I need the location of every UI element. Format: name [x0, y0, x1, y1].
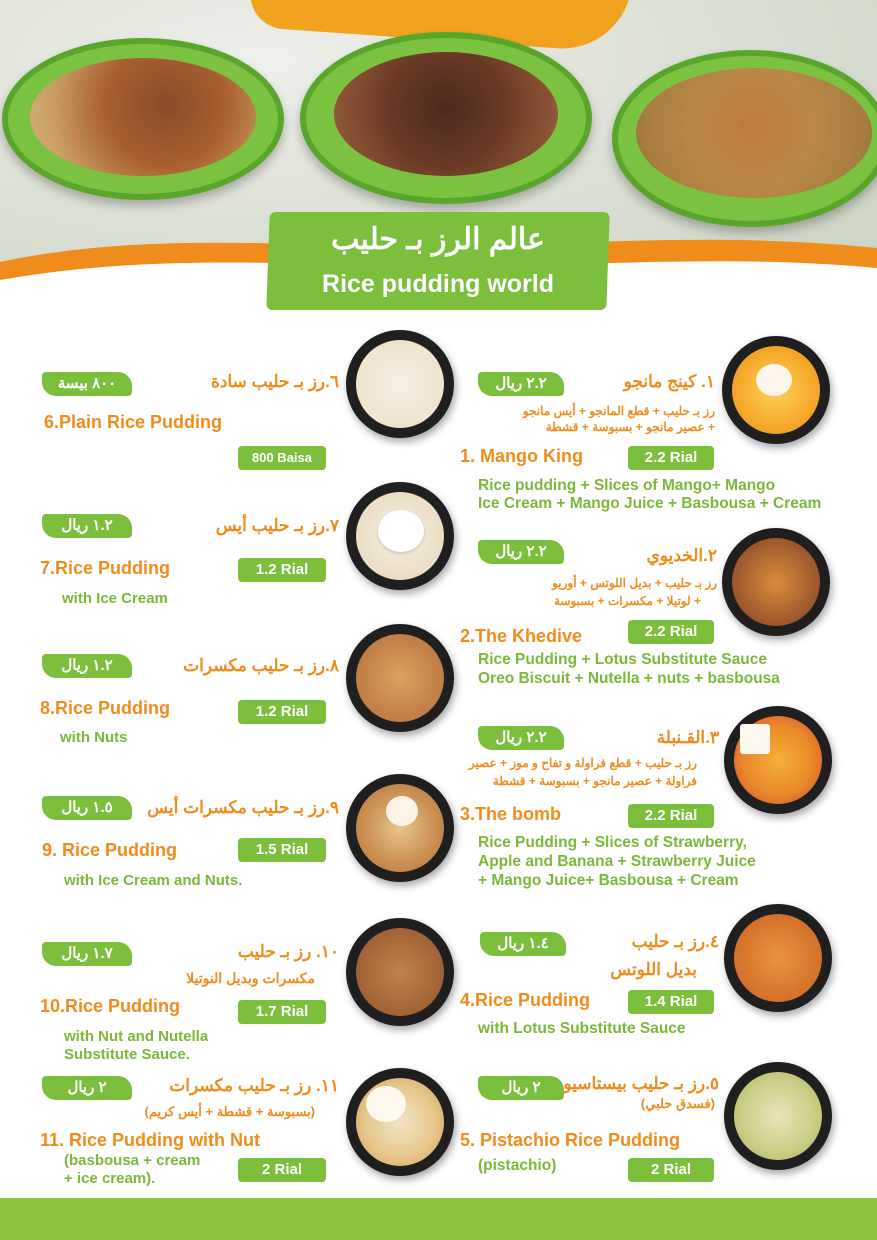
- item1-price-en: 2.2 Rial: [628, 446, 714, 470]
- photo-rice-pudding-ice-cream: [346, 482, 454, 590]
- item2-sub-ar-2: + لوتيلا + مكسرات + بسبوسة: [553, 594, 701, 608]
- title-english: Rice pudding world: [322, 270, 554, 298]
- item10-sub-ar: مكسرات وبديل النوتيلا: [186, 970, 315, 986]
- photo-plain-rice-pudding: [346, 330, 454, 438]
- item10-tag-ar: ١.٧ ريال: [42, 942, 132, 966]
- item3-tag-ar: ٢.٢ ريال: [478, 726, 564, 750]
- photo-rice-pudding-nut-basbousa: [346, 1068, 454, 1176]
- item11-desc-en-1: (basbousa + cream: [64, 1152, 201, 1169]
- item8-desc-en: with Nuts: [60, 729, 128, 746]
- item9-name-en: 9. Rice Pudding: [42, 840, 178, 860]
- item8-tag-ar: ١.٢ ريال: [42, 654, 132, 678]
- item5-name-ar: ٥.رز بـ حليب بيستاسيو: [563, 1074, 719, 1093]
- photo-lotus-rice-pudding: [724, 904, 832, 1012]
- item7-price-en: 1.2 Rial: [238, 558, 326, 582]
- item10-desc-en-1: with Nut and Nutella: [64, 1028, 209, 1045]
- item3-sub-ar-1: رز بـ حليب + قطع فراولة و تفاح و موز + عصير: [468, 756, 697, 770]
- item4-price-en: 1.4 Rial: [628, 990, 714, 1014]
- item10-name-en: 10.Rice Pudding: [40, 996, 181, 1016]
- photo-mango-king: [722, 336, 830, 444]
- item11-name-en: 11. Rice Pudding with Nut: [40, 1130, 261, 1150]
- item7-name-en: 7.Rice Pudding: [40, 558, 171, 578]
- item9-price-en: 1.5 Rial: [238, 838, 326, 862]
- photo-rice-pudding-ice-cream-nuts: [346, 774, 454, 882]
- item1-sub-ar-2: + عصير مانجو + بسبوسة + قشطة: [545, 420, 715, 434]
- item1-name-en: 1. Mango King: [460, 446, 583, 466]
- item1-sub-ar-1: رز بـ حليب + قطع المانجو + أيس مانجو: [522, 404, 715, 418]
- item11-sub-ar: (بسبوسة + قشطة + أيس كريم): [144, 1104, 315, 1119]
- item2-desc-en-1: Rice Pudding + Lotus Substitute Sauce: [478, 651, 767, 668]
- item1-desc-en-1: Rice pudding + Slices of Mango+ Mango: [478, 477, 776, 494]
- item4-sub-ar: بديل اللوتس: [610, 960, 697, 979]
- item7-tag-ar: ١.٢ ريال: [42, 514, 132, 538]
- item2-name-ar: ٢.الخديوي: [646, 546, 717, 565]
- item3-desc-en-1: Rice Pudding + Slices of Strawberry,: [478, 834, 747, 851]
- item3-desc-en-2: Apple and Banana + Strawberry Juice: [478, 853, 756, 870]
- item5-name-en: 5. Pistachio Rice Pudding: [460, 1130, 681, 1150]
- item4-name-ar: ٤.رز بـ حليب: [631, 932, 719, 951]
- item7-desc-en: with Ice Cream: [62, 590, 168, 607]
- item1-tag-ar: ٢.٢ ريال: [478, 372, 564, 396]
- item11-name-ar: ١١. رز بـ حليب مكسرات: [169, 1076, 339, 1095]
- title-arabic: عالم الرز بـ حليب: [331, 223, 545, 256]
- item3-name-ar: ٣.القـنبلة: [656, 728, 719, 747]
- item6-tag-ar: ٨٠٠ بيسة: [42, 372, 132, 396]
- item3-sub-ar-2: فراولة + عصير مانجو + بسبوسة + قشطة: [492, 774, 697, 788]
- item5-sub-ar: (فسدق حلبي): [640, 1096, 715, 1111]
- item6-price-en: 800 Baisa: [238, 446, 326, 470]
- item3-name-en: 3.The bomb: [460, 804, 562, 824]
- item2-price-en: 2.2 Rial: [628, 620, 714, 644]
- item4-name-en: 4.Rice Pudding: [460, 990, 591, 1010]
- item11-tag-ar: ٢ ريال: [42, 1076, 132, 1100]
- item8-name-ar: ٨.رز بـ حليب مكسرات: [183, 656, 339, 675]
- footer-bar: [0, 1198, 877, 1240]
- item5-price-en: 2 Rial: [628, 1158, 714, 1182]
- photo-rice-pudding-nuts: [346, 624, 454, 732]
- item6-name-en: 6.Plain Rice Pudding: [44, 412, 223, 432]
- item10-name-ar: ١٠. رز بـ حليب: [237, 942, 339, 961]
- item1-name-ar: ١. كينج مانجو: [623, 372, 715, 391]
- item3-desc-en-3: + Mango Juice+ Basbousa + Cream: [478, 872, 739, 889]
- item4-desc-en: with Lotus Substitute Sauce: [478, 1020, 686, 1037]
- item10-desc-en-2: Substitute Sauce.: [64, 1046, 190, 1063]
- item11-desc-en-2: + ice cream).: [64, 1170, 156, 1187]
- photo-pistachio-rice-pudding: [724, 1062, 832, 1170]
- item5-desc-en: (pistachio): [478, 1157, 557, 1174]
- item2-desc-en-2: Oreo Biscuit + Nutella + nuts + basbousa: [478, 670, 780, 687]
- item9-name-ar: ٩.رز بـ حليب مكسرات أيس: [147, 798, 339, 817]
- item8-price-en: 1.2 Rial: [238, 700, 326, 724]
- photo-the-khedive: [722, 528, 830, 636]
- item4-tag-ar: ١.٤ ريال: [480, 932, 566, 956]
- item2-name-en: 2.The Khedive: [460, 626, 583, 646]
- item1-desc-en-2: Ice Cream + Mango Juice + Basbousa + Cream: [478, 495, 822, 512]
- item6-name-ar: ٦.رز بـ حليب سادة: [210, 372, 339, 391]
- item10-price-en: 1.7 Rial: [238, 1000, 326, 1024]
- item3-price-en: 2.2 Rial: [628, 804, 714, 828]
- item5-tag-ar: ٢ ريال: [478, 1076, 564, 1100]
- photo-the-bomb: [724, 706, 832, 814]
- item2-tag-ar: ٢.٢ ريال: [478, 540, 564, 564]
- item9-desc-en: with Ice Cream and Nuts.: [64, 872, 243, 889]
- item9-tag-ar: ١.٥ ريال: [42, 796, 132, 820]
- photo-rice-pudding-nut-nutella: [346, 918, 454, 1026]
- item2-sub-ar-1: رز بـ حليب + بديل اللوتس + أوريو: [552, 576, 717, 590]
- item8-name-en: 8.Rice Pudding: [40, 698, 171, 718]
- item7-name-ar: ٧.رز بـ حليب أيس: [215, 516, 339, 535]
- item11-price-en: 2 Rial: [238, 1158, 326, 1182]
